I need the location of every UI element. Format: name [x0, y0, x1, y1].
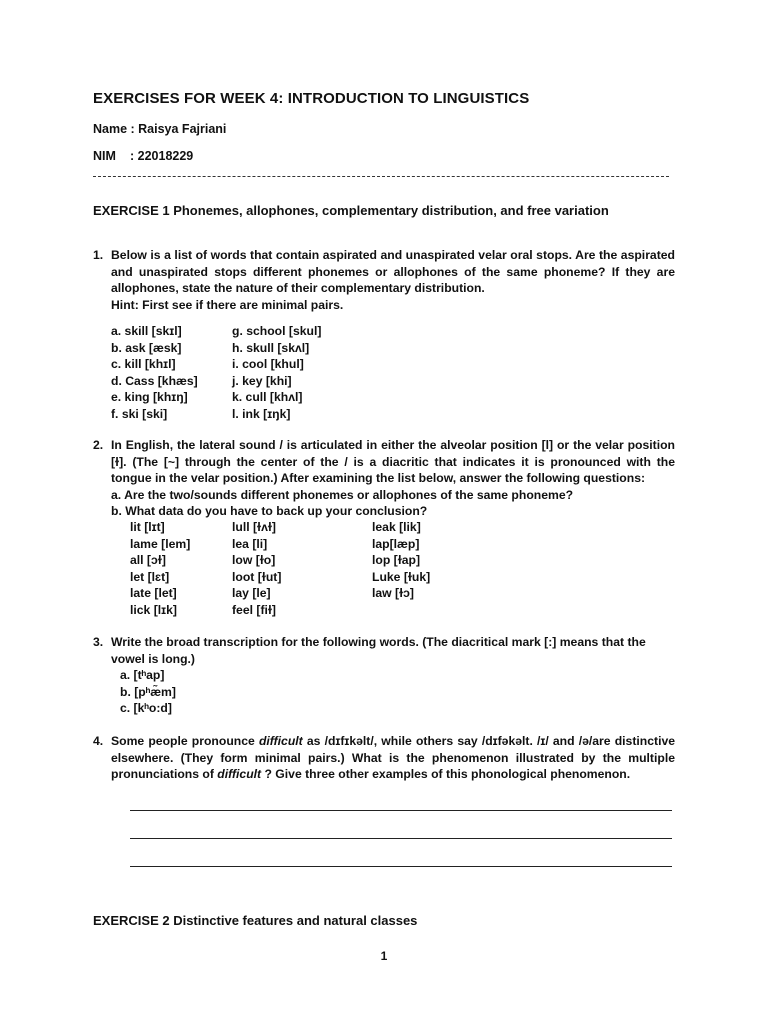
question-4-text-part: as /dɪfɪkəlt/, while others say /dɪfəkəlt. /ɪ/ and /ə/are distinctive elsewhere. (They form minimal pairs.) What is the phenomenon illustrated by the multiple pronunciations of — [111, 734, 676, 781]
question-3-text: Write the broad transcription for the following words. (The diacritical mark [:] means that the vowel is long.) — [111, 635, 646, 666]
student-nim-label: NIM — [93, 149, 116, 163]
list-item: b. ask [æsk] — [111, 340, 182, 355]
question-4-text-part: ? Give three other examples of this phonological phenomenon. — [261, 767, 631, 781]
list-item: j. key [khi] — [232, 373, 292, 388]
question-2-text: In English, the lateral sound / is articulated in either the alveolar position [l] or the velar position [ɫ]. (The [~] through the center of the / is a diacritic that indicates it is pronounced with the tongue in the velar position.) After examining the list below, answer the following questions: — [111, 438, 675, 485]
exercise-2-heading: EXERCISE 2 Distinctive features and natural classes — [93, 913, 418, 928]
list-item: lap[læp] — [372, 536, 420, 551]
list-item: b. [pʰæ̃m] — [120, 684, 176, 699]
question-2-word-list-col1 — [130, 519, 190, 618]
question-number: 3. — [93, 635, 104, 649]
list-item: i. cool [khul] — [232, 357, 304, 371]
student-nim-value: : 22018229 — [130, 149, 194, 163]
answer-line[interactable] — [130, 810, 672, 811]
exercise-1-heading: EXERCISE 1 Phonemes, allophones, complementary distribution, and free variation — [93, 203, 609, 218]
question-4-text — [111, 733, 675, 783]
answer-line[interactable] — [130, 866, 672, 867]
question-number: 2. — [93, 438, 104, 452]
list-item: all [ɔɫ] — [130, 553, 166, 567]
question-4 — [93, 733, 675, 783]
list-item: k. cull [khʌl] — [232, 390, 303, 404]
list-item: lick [lɪk] — [130, 602, 177, 617]
question-3-items — [120, 667, 176, 717]
list-item: lay [le] — [232, 586, 271, 600]
question-4-text-part: Some people pronounce — [111, 734, 259, 748]
answer-line[interactable] — [130, 838, 672, 839]
list-item: law [ɫɔ] — [372, 586, 414, 600]
question-2-sub-b: b. What data do you have to back up your conclusion? — [111, 504, 428, 518]
list-item: h. skull [skʌl] — [232, 340, 310, 355]
list-item: l. ink [ɪŋk] — [232, 406, 291, 421]
list-item: leak [lik] — [372, 520, 421, 534]
list-item: feel [fiɫ] — [232, 602, 276, 617]
question-2 — [93, 437, 675, 520]
question-2-word-list-col2 — [232, 519, 281, 618]
list-item: lea [li] — [232, 536, 268, 551]
list-item: a. [tʰap] — [120, 668, 165, 682]
list-item: c. kill [khɪl] — [111, 357, 176, 371]
question-1-text: Below is a list of words that contain aspirated and unaspirated velar oral stops. Are the aspirated and unaspirated stops different phonemes or allophones of the same phoneme? If they are allophones, state the nature of their complementary distribution. — [111, 248, 675, 295]
list-item: late [let] — [130, 586, 177, 600]
student-name: Name : Raisya Fajriani — [93, 122, 227, 136]
question-number: 4. — [93, 734, 104, 748]
question-2-word-list-col3 — [372, 519, 430, 602]
list-item: g. school [skul] — [232, 324, 322, 338]
list-item: loot [ɫut] — [232, 569, 282, 584]
list-item: lull [ɫʌɫ] — [232, 520, 276, 534]
list-item: lit [lɪt] — [130, 520, 165, 534]
page-number: 1 — [380, 949, 388, 963]
list-item: low [ɫo] — [232, 553, 276, 567]
question-3 — [93, 634, 675, 667]
question-1-hint: Hint: First see if there are minimal pairs. — [111, 297, 344, 312]
list-item: let [lɛt] — [130, 569, 170, 584]
list-item: d. Cass [khæs] — [111, 373, 198, 388]
question-1-word-list-right — [232, 323, 321, 422]
list-item: e. king [khɪŋ] — [111, 390, 188, 404]
question-1 — [93, 247, 675, 313]
list-item: a. skill [skɪl] — [111, 324, 182, 338]
list-item: lop [ɫap] — [372, 553, 421, 567]
list-item: lame [lem] — [130, 536, 191, 551]
list-item: f. ski [ski] — [111, 406, 168, 421]
separator-line — [93, 176, 669, 177]
page-title: EXERCISES FOR WEEK 4: INTRODUCTION TO LINGUISTICS — [93, 90, 530, 107]
question-2-sub-a: a. Are the two/sounds different phonemes or allophones of the same phoneme? — [111, 487, 574, 502]
list-item: c. [kʰo:d] — [120, 701, 172, 715]
question-4-italic-word: difficult — [258, 734, 303, 748]
question-4-italic-word: difficult — [217, 767, 262, 781]
question-number: 1. — [93, 248, 104, 262]
list-item: Luke [ɫuk] — [372, 569, 431, 584]
question-1-word-list-left — [111, 323, 198, 422]
